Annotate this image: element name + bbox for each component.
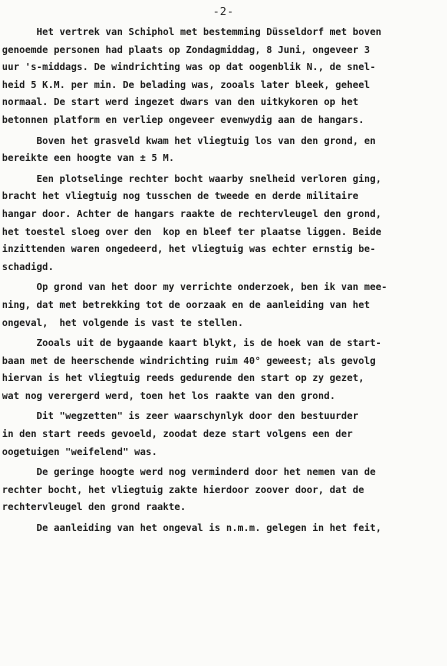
text-line: Dit "wegzetten" is zeer waarschynlyk door den bestuurder	[2, 411, 359, 423]
text-line: schadigd.	[2, 261, 54, 273]
text-line: Het vertrek van Schiphol met bestemming Düsseldorf met boven	[2, 27, 382, 38]
text-line: bracht het vliegtuig nog tusschen de tweede en derde militaire	[2, 191, 359, 203]
paragraph	[2, 279, 445, 332]
text-line: bereikte een hoogte van ± 5 M.	[2, 153, 175, 165]
paragraph	[2, 464, 445, 517]
text-line: De geringe hoogte werd nog verminderd door het nemen van de	[2, 467, 376, 479]
text-line: het toestel sloeg over den kop en bleef ter plaatse liggen. Beide	[2, 226, 382, 238]
text-line: De aanleiding van het ongeval is n.m.m. gelegen in het feit,	[2, 523, 382, 535]
paragraph	[2, 520, 445, 538]
text-line: uur 's-middags. De windrichting was op dat oogenblik N., de snel-	[2, 62, 376, 74]
text-line: genoemde personen had plaats op Zondagmiddag, 8 Juni, ongeveer 3	[2, 44, 370, 56]
text-line: Zooals uit de bygaande kaart blykt, is de hoek van de start-	[2, 338, 382, 350]
body-text	[2, 24, 445, 538]
paragraph	[2, 171, 445, 277]
text-line: Op grond van het door my verrichte onderzoek, ben ik van mee-	[2, 282, 388, 294]
text-line: normaal. De start werd ingezet dwars van den uitkykoren op het	[2, 97, 359, 109]
paragraph	[2, 335, 445, 405]
page-number: -2-	[212, 5, 235, 18]
text-line: hangar door. Achter de hangars raakte de rechtervleugel den grond,	[2, 208, 382, 220]
paragraph	[2, 24, 445, 130]
text-line: heid 5 K.M. per min. De belading was, zooals later bleek, geheel	[2, 79, 370, 91]
text-line: ongeval, het volgende is vast te stellen.	[2, 317, 244, 329]
text-line: inzittenden waren ongedeerd, het vliegtuig was echter ernstig be-	[2, 244, 376, 256]
text-line: oogetuigen "weifelend" was.	[2, 446, 158, 458]
text-line: betonnen platform en verliep ongeveer evenwydig aan de hangars.	[2, 114, 365, 126]
text-line: Boven het grasveld kwam het vliegtuig los van den grond, en	[2, 135, 376, 147]
text-line: Een plotselinge rechter bocht waarby snelheid verloren ging,	[2, 173, 382, 185]
text-line: hiervan is het vliegtuig reeds gedurende den start op zy gezet,	[2, 373, 365, 385]
text-line: rechter bocht, het vliegtuig zakte hierdoor zoover door, dat de	[2, 484, 365, 496]
text-line: in den start reeds gevoeld, zoodat deze start volgens een der	[2, 429, 353, 441]
paragraph	[2, 408, 445, 461]
text-line: baan met de heerschende windrichting ruim 40° geweest; als gevolg	[2, 355, 376, 367]
text-line: rechtervleugel den grond raakte.	[2, 502, 186, 514]
text-line: wat nog verergerd werd, toen het los raakte van den grond.	[2, 390, 336, 402]
text-line: ning, dat met betrekking tot de oorzaak en de aanleiding van het	[2, 299, 370, 311]
paragraph	[2, 133, 445, 168]
